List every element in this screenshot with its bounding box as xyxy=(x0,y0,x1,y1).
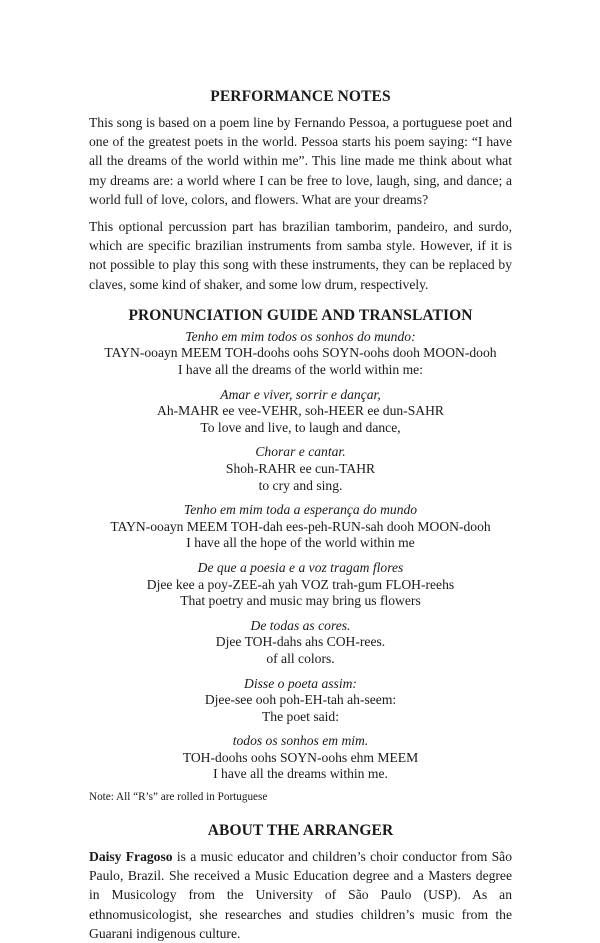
stanza xyxy=(89,387,512,437)
arranger-name: Daisy Fragoso xyxy=(89,849,173,865)
portuguese-line: De que a poesia e a voz tragam flores xyxy=(197,559,404,575)
pronunciation-note: Note: All “R’s” are rolled in Portuguese xyxy=(89,791,268,804)
stanza xyxy=(89,329,512,379)
performance-notes-paragraph-1: This song is based on a poem line by Fernando Pessoa, a portuguese poet and one of the greatest poets in the world. Pessoa starts his poem saying: “I have all the dreams of the world within me”. This line made me think about what my dreams are: a world where I can be free to love, laugh, sing, and dance; a world full of love, colors, and flowers. What are your dreams? xyxy=(89,115,512,207)
phonetic-line: TOH-doohs oohs SOYN-oohs ehm MEEM xyxy=(182,749,419,765)
phonetic-line: Shoh-RAHR ee cun-TAHR xyxy=(225,460,376,476)
portuguese-line: todos os sonhos em mim. xyxy=(232,733,369,749)
portuguese-line: Tenho em mim toda a esperança do mundo xyxy=(183,502,418,518)
english-line: The poet said: xyxy=(261,708,339,724)
stanza xyxy=(89,676,512,726)
portuguese-line: Tenho em mim todos os sonhos do mundo: xyxy=(185,328,416,344)
arranger-bio xyxy=(89,847,512,943)
stanza xyxy=(89,618,512,668)
stanza xyxy=(89,502,512,552)
english-line: I have all the hope of the world within me xyxy=(186,535,415,551)
performance-notes-heading: PERFORMANCE NOTES xyxy=(210,88,391,105)
portuguese-line: Disse o poeta assim: xyxy=(244,675,357,691)
phonetic-line: TAYN-ooayn MEEM TOH-dah ees-peh-RUN-sah dooh MOON-dooh xyxy=(110,518,491,534)
about-arranger-heading: ABOUT THE ARRANGER xyxy=(207,822,394,840)
stanza xyxy=(89,560,512,610)
english-line: of all colors. xyxy=(266,650,335,666)
phonetic-line: Ah-MAHR ee vee-VEHR, soh-HEER ee dun-SAHR xyxy=(157,403,444,419)
portuguese-line: Amar e viver, sorrir e dançar, xyxy=(220,386,381,402)
stanza xyxy=(89,733,512,783)
english-line: That poetry and music may bring us flowers xyxy=(180,593,421,609)
portuguese-line: Chorar e cantar. xyxy=(255,444,346,460)
pronunciation-stanzas xyxy=(89,329,512,783)
english-line: to cry and sing. xyxy=(258,477,343,493)
performance-notes-paragraph-2: This optional percussion part has brazilian tamborim, pandeiro, and surdo, which are specific brazilian instruments from samba style. However, if it is not possible to play this song with these instruments, they can be replaced by claves, some kind of shaker, and some low drum, respectively. xyxy=(89,219,512,292)
english-line: I have all the dreams within me. xyxy=(213,766,388,782)
phonetic-line: Djee kee a poy-ZEE-ah yah VOZ trah-gum FLOH-reehs xyxy=(146,576,455,592)
phonetic-line: Djee-see ooh poh-EH-tah ah-seem: xyxy=(204,692,397,708)
arranger-bio-text: is a music educator and children’s choir conductor from São Paulo, Brazil. She received a Music Education degree and a Masters degree in Musicology from the University of São Paulo (USP). As an ethnomusicologist, she researches and studies children’s music from the Guarani indigenous culture. xyxy=(89,849,512,941)
english-line: I have all the dreams of the world within me: xyxy=(178,362,423,378)
phonetic-line: Djee TOH-dahs ahs COH-rees. xyxy=(215,634,386,650)
portuguese-line: De todas as cores. xyxy=(250,617,351,633)
english-line: To love and live, to laugh and dance, xyxy=(200,419,401,435)
stanza xyxy=(89,444,512,494)
pronunciation-guide-heading: PRONUNCIATION GUIDE AND TRANSLATION xyxy=(128,306,473,324)
phonetic-line: TAYN-ooayn MEEM TOH-doohs oohs SOYN-oohs dooh MOON-dooh xyxy=(104,345,497,361)
